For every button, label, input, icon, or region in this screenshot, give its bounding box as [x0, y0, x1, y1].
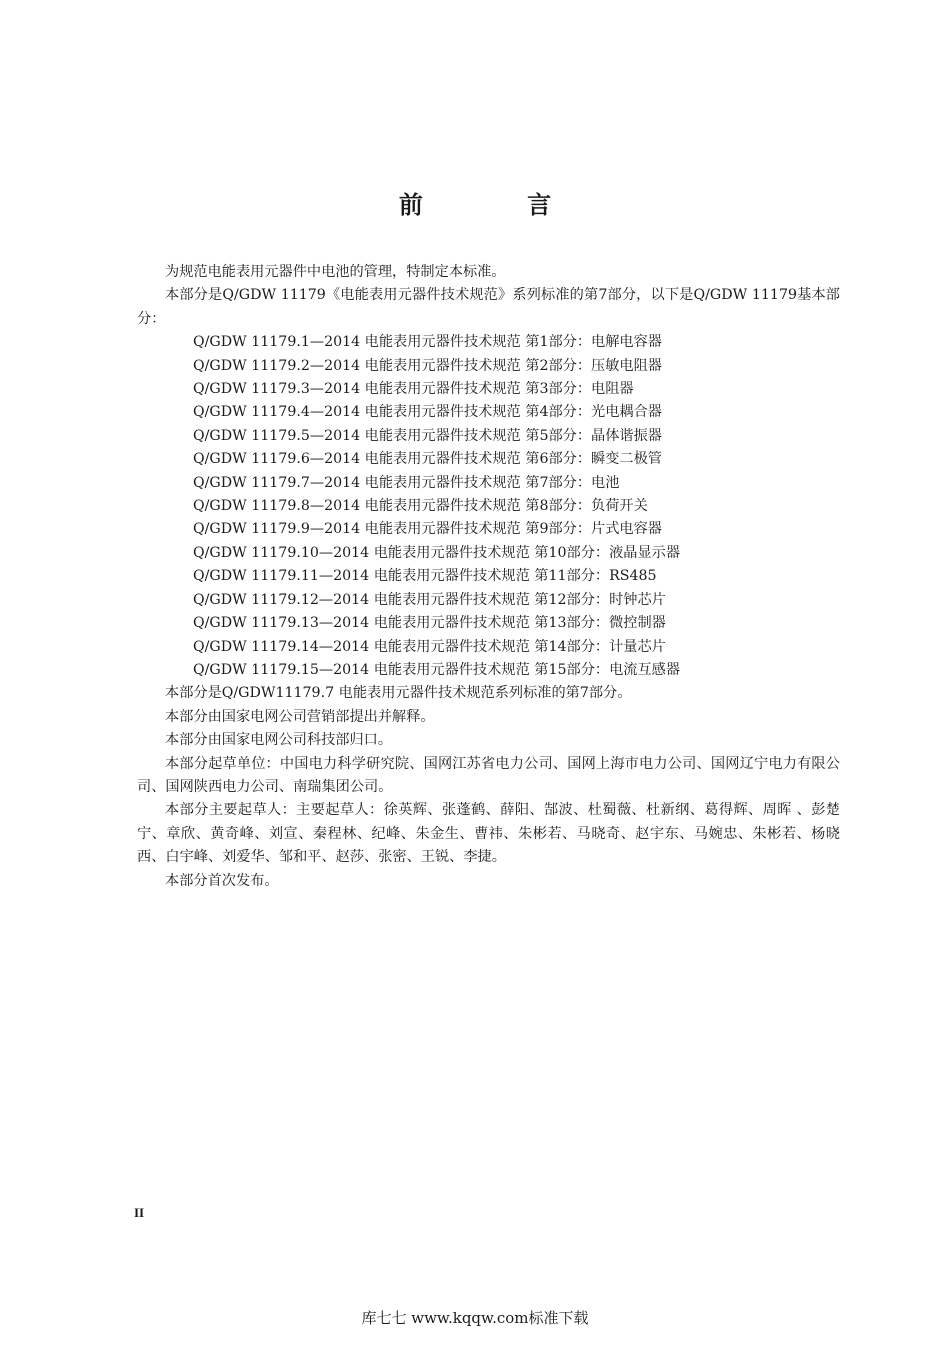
- list-item: Q/GDW 11179.14—2014 电能表用元器件技术规范 第14部分：计量芯片: [193, 638, 666, 655]
- page-number: II: [134, 1205, 145, 1220]
- paragraph-drafting-units: 本部分起草单位：中国电力科学研究院、国网江苏省电力公司、国网上海市电力公司、国网辽宁电力有限公司、国网陕西电力公司、南瑞集团公司。: [137, 755, 840, 795]
- list-item: Q/GDW 11179.9—2014 电能表用元器件技术规范 第9部分：片式电容器: [193, 521, 662, 538]
- paragraph-drafters: 本部分主要起草人：主要起草人：徐英辉、张蓬鹤、薛阳、郜波、杜蜀薇、杜新纲、葛得辉、周晖 、彭楚宁、章欣、黄奇峰、刘宣、秦程林、纪峰、朱金生、曹祎、朱彬若、马晓奇、赵宇东、马婉忠、朱彬若、杨晓西、白宇峰、刘爱华、邹和平、赵莎、张密、王锐、李捷。: [137, 802, 840, 866]
- list-item: Q/GDW 11179.5—2014 电能表用元器件技术规范 第5部分：晶体谐振器: [193, 427, 662, 444]
- paragraph-administrator: 本部分由国家电网公司科技部归口。: [165, 732, 393, 749]
- list-item: Q/GDW 11179.7—2014 电能表用元器件技术规范 第7部分：电池: [193, 474, 620, 491]
- paragraph-purpose: 为规范电能表用元器件中电池的管理，特制定本标准。: [165, 264, 506, 280]
- document-body: [137, 261, 840, 893]
- list-item: Q/GDW 11179.12—2014 电能表用元器件技术规范 第12部分：时钟芯片: [193, 591, 666, 608]
- paragraph-part-statement: 本部分是Q/GDW11179.7 电能表用元器件技术规范系列标准的第7部分。: [165, 685, 632, 702]
- paragraph-proposer: 本部分由国家电网公司营销部提出并解释。: [165, 708, 435, 725]
- page-title: 前 言: [398, 191, 600, 219]
- list-item: Q/GDW 11179.2—2014 电能表用元器件技术规范 第2部分：压敏电阻器: [193, 357, 662, 374]
- list-item: Q/GDW 11179.4—2014 电能表用元器件技术规范 第4部分：光电耦合器: [193, 404, 662, 421]
- list-item: Q/GDW 11179.15—2014 电能表用元器件技术规范 第15部分：电流互感器: [193, 661, 681, 678]
- list-item: Q/GDW 11179.1—2014 电能表用元器件技术规范 第1部分：电解电容器: [193, 334, 662, 351]
- list-item: Q/GDW 11179.6—2014 电能表用元器件技术规范 第6部分：瞬变二极管: [193, 451, 662, 468]
- paragraph-first-release: 本部分首次发布。: [165, 872, 279, 889]
- list-item: Q/GDW 11179.13—2014 电能表用元器件技术规范 第13部分：微控制器: [193, 615, 666, 632]
- paragraph-series-intro: 本部分是Q/GDW 11179《电能表用元器件技术规范》系列标准的第7部分，以下是Q/GDW 11179基本部分：: [137, 287, 840, 327]
- list-item: Q/GDW 11179.10—2014 电能表用元器件技术规范 第10部分：液晶显示器: [193, 544, 681, 561]
- footer-watermark: 库七七 www.kqqw.com标准下载: [361, 1309, 589, 1327]
- list-item: Q/GDW 11179.11—2014 电能表用元器件技术规范 第11部分：RS485: [193, 568, 657, 585]
- standards-list: [137, 331, 840, 682]
- list-item: Q/GDW 11179.3—2014 电能表用元器件技术规范 第3部分：电阻器: [193, 381, 634, 398]
- list-item: Q/GDW 11179.8—2014 电能表用元器件技术规范 第8部分：负荷开关: [193, 498, 648, 515]
